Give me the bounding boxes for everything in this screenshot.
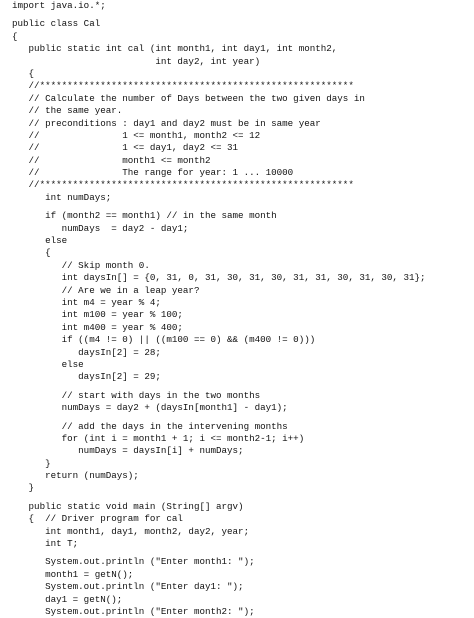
code-line: int m100 = year % 100; (12, 309, 183, 321)
code-line: { (12, 67, 35, 79)
code-line: public class Cal (12, 18, 101, 30)
code-line: // the same year. (12, 105, 123, 117)
code-listing (12, 0, 426, 618)
code-line: int numDays; (12, 191, 112, 203)
code-line: int T; (12, 538, 79, 550)
code-line: //********************************************************* (12, 179, 354, 191)
code-line: public static void main (String[] argv) (12, 500, 244, 512)
code-line: daysIn[2] = 28; (12, 346, 161, 358)
code-line: System.out.println ("Enter month2: "); (12, 605, 255, 617)
code-line: if ((m4 != 0) || ((m100 == 0) && (m400 != 0))) (12, 334, 316, 346)
code-line: else (12, 235, 68, 247)
code-line: // add the days in the intervening months (12, 420, 288, 432)
code-line: { (12, 30, 18, 42)
code-line: daysIn[2] = 29; (12, 371, 161, 383)
code-line: return (numDays); (12, 470, 139, 482)
code-line: // month1 <= month2 (12, 154, 211, 166)
code-line: int day2, int year) (12, 55, 261, 67)
code-line: numDays = day2 + (daysIn[month1] - day1); (12, 402, 288, 414)
code-line: import java.io.*; (12, 0, 106, 11)
code-line: numDays = daysIn[i] + numDays; (12, 445, 244, 457)
code-line: } (12, 482, 35, 494)
code-line: for (int i = month1 + 1; i <= month2-1; i++) (12, 432, 305, 444)
code-line: // 1 <= day1, day2 <= 31 (12, 142, 239, 154)
code-line: if (month2 == month1) // in the same month (12, 210, 277, 222)
code-line: // Skip month 0. (12, 259, 150, 271)
code-line: day1 = getN(); (12, 593, 123, 605)
code-line: System.out.println ("Enter day1: "); (12, 581, 244, 593)
code-line: else (12, 358, 84, 370)
code-line: int m4 = year % 4; (12, 296, 161, 308)
code-line: int daysIn[] = {0, 31, 0, 31, 30, 31, 30, 31, 31, 30, 31, 30, 31}; (12, 272, 426, 284)
code-line: // Calculate the number of Days between the two given days in (12, 92, 365, 104)
code-line: int month1, day1, month2, day2, year; (12, 525, 250, 537)
code-line: //********************************************************* (12, 80, 354, 92)
code-line: public static int cal (int month1, int day1, int month2, (12, 43, 338, 55)
code-line: // The range for year: 1 ... 10000 (12, 167, 294, 179)
code-line: // preconditions : day1 and day2 must be in same year (12, 117, 321, 129)
code-line: // 1 <= month1, month2 <= 12 (12, 129, 261, 141)
code-line: System.out.println ("Enter month1: "); (12, 556, 255, 568)
code-line: // start with days in the two months (12, 389, 261, 401)
code-line: { // Driver program for cal (12, 513, 183, 525)
code-line: month1 = getN(); (12, 568, 134, 580)
code-line: int m400 = year % 400; (12, 321, 183, 333)
code-line: numDays = day2 - day1; (12, 222, 189, 234)
code-line: { (12, 247, 51, 259)
code-line: } (12, 457, 51, 469)
code-line: // Are we in a leap year? (12, 284, 200, 296)
